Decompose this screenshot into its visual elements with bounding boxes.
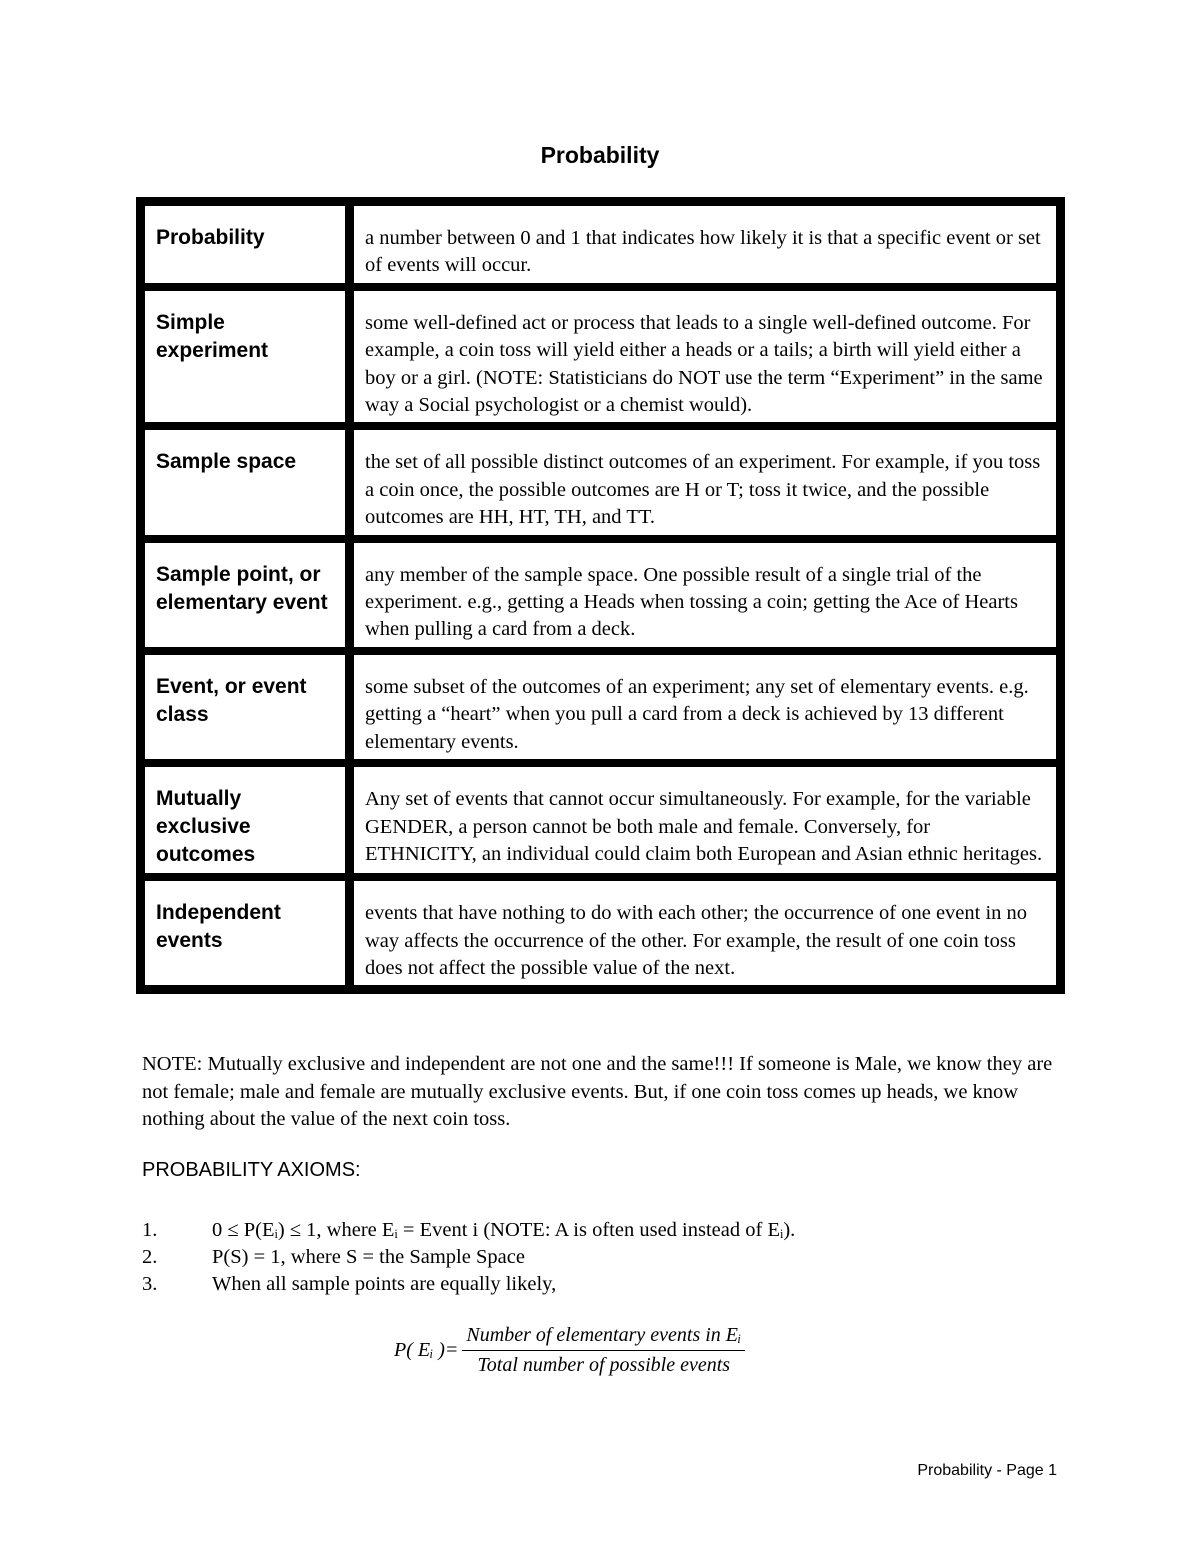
axiom-item: [142, 1244, 525, 1271]
probability-formula: [394, 1324, 745, 1377]
axiom-item: [142, 1271, 556, 1298]
formula-denominator: Total number of possible events: [477, 1354, 731, 1376]
definition-row: [145, 767, 1056, 873]
axioms-heading: PROBABILITY AXIOMS:: [142, 1159, 361, 1181]
term-cell: Independent events: [145, 881, 345, 985]
axiom-text: P(S) = 1, where S = the Sample Space: [212, 1246, 525, 1268]
term-cell: Mutually exclusive outcomes: [145, 767, 345, 873]
formula-lhs: P( Eᵢ )=: [394, 1339, 459, 1361]
page-footer: Probability - Page 1: [917, 1462, 1057, 1479]
axiom-number: 2.: [142, 1246, 158, 1268]
definitions-table: [136, 197, 1065, 994]
term-cell: Simple experiment: [145, 291, 345, 423]
term-cell: Sample point, or elementary event: [145, 543, 345, 647]
definition-row: [145, 543, 1056, 647]
formula-numerator: Number of elementary events in Eᵢ: [462, 1324, 745, 1351]
definition-cell: Any set of events that cannot occur simultaneously. For example, for the variable GENDER, a person cannot be both male and female. Conversely, for ETHNICITY, an individual could claim both European and Asian ethnic heritages.: [354, 767, 1056, 873]
definition-row: [145, 430, 1056, 534]
axiom-number: 3.: [142, 1273, 158, 1295]
definition-cell: events that have nothing to do with each other; the occurrence of one event in no way affects the occurrence of the other. For example, the result of one coin toss does not affect the possible value of the next.: [354, 881, 1056, 985]
axiom-text: When all sample points are equally likely,: [212, 1273, 557, 1295]
note-paragraph: NOTE: Mutually exclusive and independent are not one and the same!!! If someone is Male, we know they are not female; male and female are mutually exclusive events. But, if one coin toss comes up heads, we know nothing about the value of the next coin toss.: [142, 1053, 1053, 1130]
term-cell: Probability: [145, 206, 345, 283]
definition-row: [145, 655, 1056, 759]
definition-row: [145, 206, 1056, 283]
formula-fraction: [462, 1324, 745, 1377]
definition-cell: a number between 0 and 1 that indicates how likely it is that a specific event or set of events will occur.: [354, 206, 1056, 283]
axiom-number: 1.: [142, 1219, 158, 1241]
definition-cell: some well-defined act or process that leads to a single well-defined outcome. For example, a coin toss will yield either a heads or a tails; a birth will yield either a boy or a girl. (NOTE: Statisticians do NOT use the term “Experiment” in the same way a Social psychologist or a chemist would).: [354, 291, 1056, 423]
axiom-text: 0 ≤ P(Eᵢ) ≤ 1, where Eᵢ = Event i (NOTE: A is often used instead of Eᵢ).: [212, 1219, 796, 1241]
term-cell: Sample space: [145, 430, 345, 534]
definition-row: [145, 291, 1056, 423]
page-title: Probability: [540, 142, 660, 168]
definition-cell: the set of all possible distinct outcomes of an experiment. For example, if you toss a coin once, the possible outcomes are H or T; toss it twice, and the possible outcomes are HH, HT, TH, and TT.: [354, 430, 1056, 534]
definition-row: [145, 881, 1056, 985]
definition-cell: any member of the sample space. One possible result of a single trial of the experiment. e.g., getting a Heads when tossing a coin; getting the Ace of Hearts when pulling a card from a deck.: [354, 543, 1056, 647]
term-cell: Event, or event class: [145, 655, 345, 759]
definition-cell: some subset of the outcomes of an experiment; any set of elementary events. e.g. getting a “heart” when you pull a card from a deck is achieved by 13 different elementary events.: [354, 655, 1056, 759]
axiom-item: [142, 1217, 795, 1244]
